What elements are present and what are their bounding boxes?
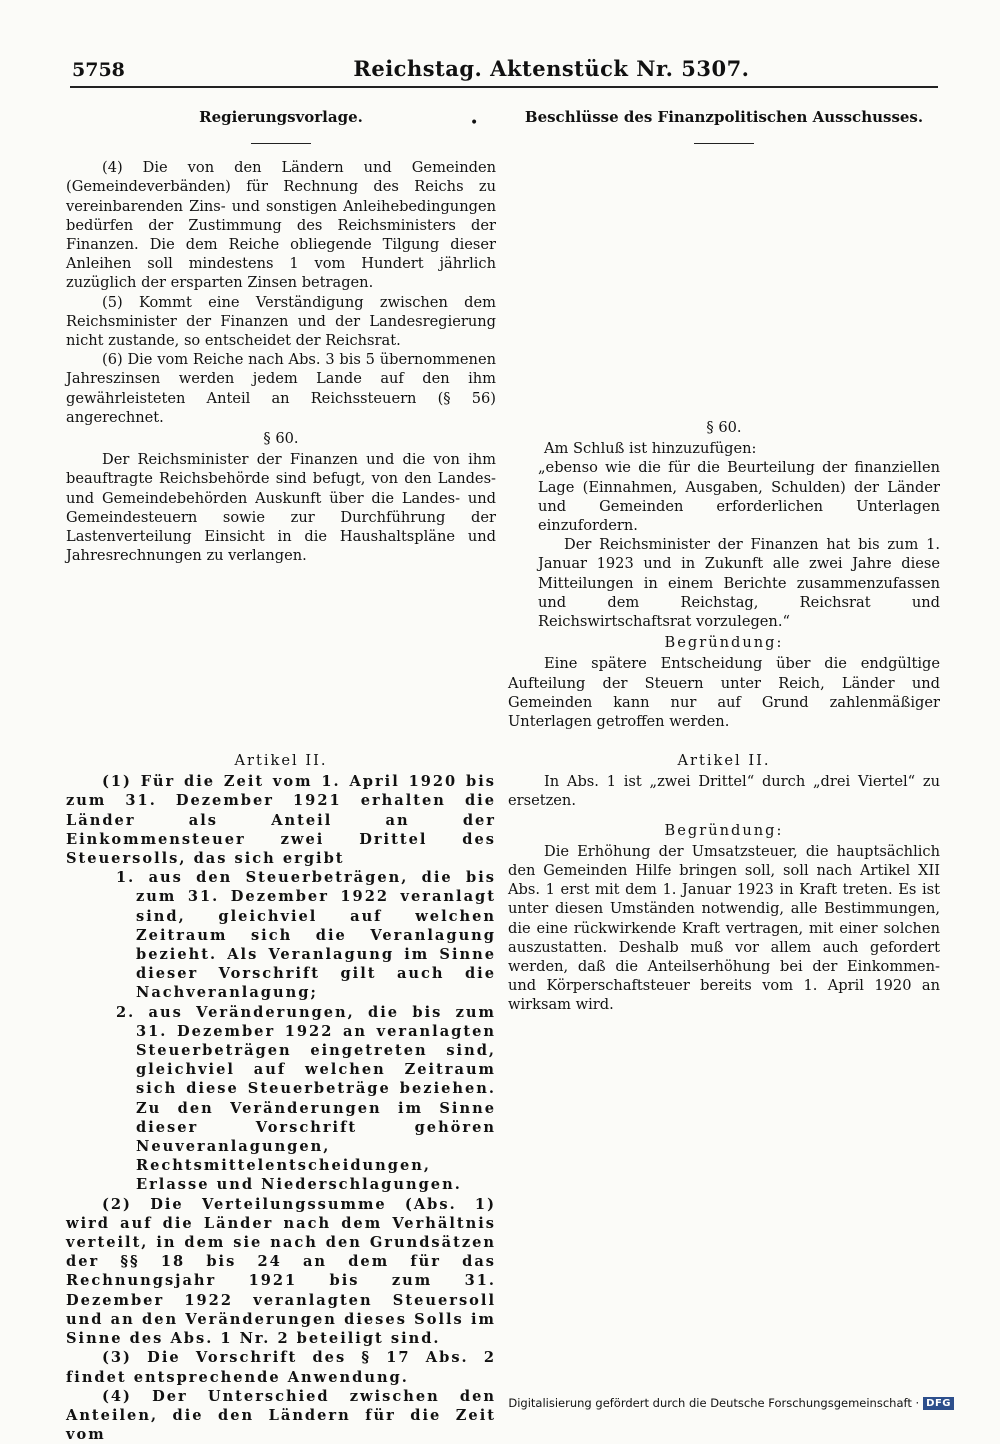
left-section-60-text: Der Reichsminister der Finanzen und die von ihm beauftragte Reichsbehörde sind befugt, von den Landes- und Gemeindebehörden Auskunft über die Landes- und Gemeindesteuern sowie zur Durchführung der Lastenverteilung Einsicht in die Haushaltspläne und Jahresrechnungen zu verlangen. xyxy=(66,451,496,565)
right-artikel-2-title: Artikel II. xyxy=(677,752,771,769)
right-section-60-title: § 60. xyxy=(706,419,742,436)
left-artikel-2-para-4: (4) Der Unterschied zwischen den Anteilen, die den Ländern für die Zeit vom xyxy=(66,1387,496,1444)
left-paragraph-4: (4) Die von den Ländern und Gemeinden (Gemeindeverbänden) für Rechnung des Reichs zu vereinbarenden Zins- und sonstigen Anleihebedingungen bedürfen der Zustimmung des Reichsministers der Finanzen. Die dem Reiche obliegende Tilgung dieser Anleihen soll mindestens 1 vom Hundert jährlich zuzüglich der ersparten Zinsen betragen. xyxy=(66,159,496,292)
left-artikel-2-para-1: (1) Für die Zeit vom 1. April 1920 bis zum 31. Dezember 1921 erhalten die Länder als Anteil an der Einkommensteuer zwei Drittel des Steuersolls, das sich ergibt xyxy=(66,773,496,868)
right-section-60-quote-2: Der Reichsminister der Finanzen hat bis zum 1. Januar 1923 und in Zukunft alle zwei Jahre diese Mitteilungen in einem Berichte zusammenzufassen und dem Reichstag, Reichsrat und Reichswirtschaftsrat vorzulegen.“ xyxy=(538,536,940,631)
left-artikel-2-item-1: 1. aus den Steuerbeträgen, die bis zum 31. Dezember 1922 veranlagt sind, gleichviel auf welchen Zeitraum sich die Veranlagung bezieht. Als Veranlagung im Sinne dieser Vorschrift gilt auch die Nachveranlagung; xyxy=(116,869,496,1002)
header-rule xyxy=(70,86,938,88)
right-section-60-quote-1: „ebenso wie die für die Beurteilung der finanziellen Lage (Einnahmen, Ausgaben, Schulden) der Länder und Gemeinden erforderlichen Unterlagen einzufordern. xyxy=(538,459,940,535)
left-paragraph-5: (5) Kommt eine Verständigung zwischen dem Reichsminister der Finanzen und der Landesregierung nicht zustande, so entscheidet der Reichsrat. xyxy=(66,293,496,350)
left-artikel-2-para-2: (2) Die Verteilungssumme (Abs. 1) wird auf die Länder nach dem Verhältnis verteilt, in dem sie nach den Grundsätzen der §§ 18 bis 24 an dem für das Rechnungsjahr 1921 bis zum 31. Dezember 1922 veranlagten Steuersoll und an den Veränderungen dieses Solls im Sinne des Abs. 1 Nr. 2 beteiligt sind. xyxy=(66,1195,496,1348)
left-column-artikel-2 xyxy=(66,749,496,1444)
left-artikel-2-para-3: (3) Die Vorschrift des § 17 Abs. 2 findet entsprechende Anwendung. xyxy=(66,1349,496,1386)
page-header-title: Reichstag. Aktenstück Nr. 5307. xyxy=(353,56,750,81)
left-artikel-2-item-2: 2. aus Veränderungen, die bis zum 31. Dezember 1922 an veranlagten Steuerbeträgen eingetreten sind, gleichviel auf welchen Zeitraum sich diese Steuerbeträge beziehen. Zu den Veränderungen im Sinne dieser Vorschrift gehören Neuveranlagungen, Rechtsmittelentscheidungen, Erlasse und Niederschlagungen. xyxy=(116,1003,496,1194)
right-begruendung-2-title: Begründung: xyxy=(664,821,784,839)
right-section-60-intro: Am Schluß ist hinzuzufügen: xyxy=(544,440,757,458)
left-artikel-2-title: Artikel II. xyxy=(234,752,328,769)
page-header xyxy=(72,56,938,81)
right-begruendung-2-text: Die Erhöhung der Umsatzsteuer, die hauptsächlich den Gemeinden Hilfe bringen soll, soll nach Artikel XII Abs. 1 erst mit dem 1. Januar 1923 in Kraft treten. Es ist unter diesen Umständen notwendig, alle Bestimmungen, die eine rückwirkende Kraft vertragen, mit einer solchen auszustatten. Deshalb muß vor allem auch gefordert werden, daß die Anteilserhöhung bei der Einkommen- und Körperschaftsteuer bereits vom 1. April 1920 an wirksam wird. xyxy=(508,842,940,1014)
right-column-artikel-2 xyxy=(508,749,940,1015)
left-column-heading: Regierungsvorlage. xyxy=(199,108,363,126)
footer-text: Digitalisierung gefördert durch die Deutsche Forschungsgemeinschaft · xyxy=(508,1396,920,1410)
right-begruendung-1-text: Eine spätere Entscheidung über die endgültige Aufteilung der Steuern unter Reich, Länder und Gemeinden kann nur auf Grund zahlenmäßiger Unterlagen getroffen werden. xyxy=(508,655,940,731)
center-dot: • xyxy=(470,115,479,131)
right-column-upper xyxy=(508,108,940,144)
left-column-upper xyxy=(66,108,496,565)
right-begruendung-1-title: Begründung: xyxy=(664,634,784,652)
footer xyxy=(508,1396,954,1410)
right-artikel-2-text: In Abs. 1 ist „zwei Drittel“ durch „drei Viertel“ zu ersetzen. xyxy=(508,773,940,810)
left-section-60-title: § 60. xyxy=(263,430,299,448)
page-number: 5758 xyxy=(72,59,125,81)
right-heading-rule xyxy=(694,143,754,144)
dfg-logo: DFG xyxy=(923,1397,954,1410)
right-column-section-60 xyxy=(508,416,940,731)
right-column-heading: Beschlüsse des Finanzpolitischen Ausschusses. xyxy=(524,108,924,126)
left-paragraph-6: (6) Die vom Reiche nach Abs. 3 bis 5 übernommenen Jahreszinsen werden jedem Lande auf den ihm gewährleisteten Anteil an Reichssteuern (§ 56) angerechnet. xyxy=(66,351,496,426)
